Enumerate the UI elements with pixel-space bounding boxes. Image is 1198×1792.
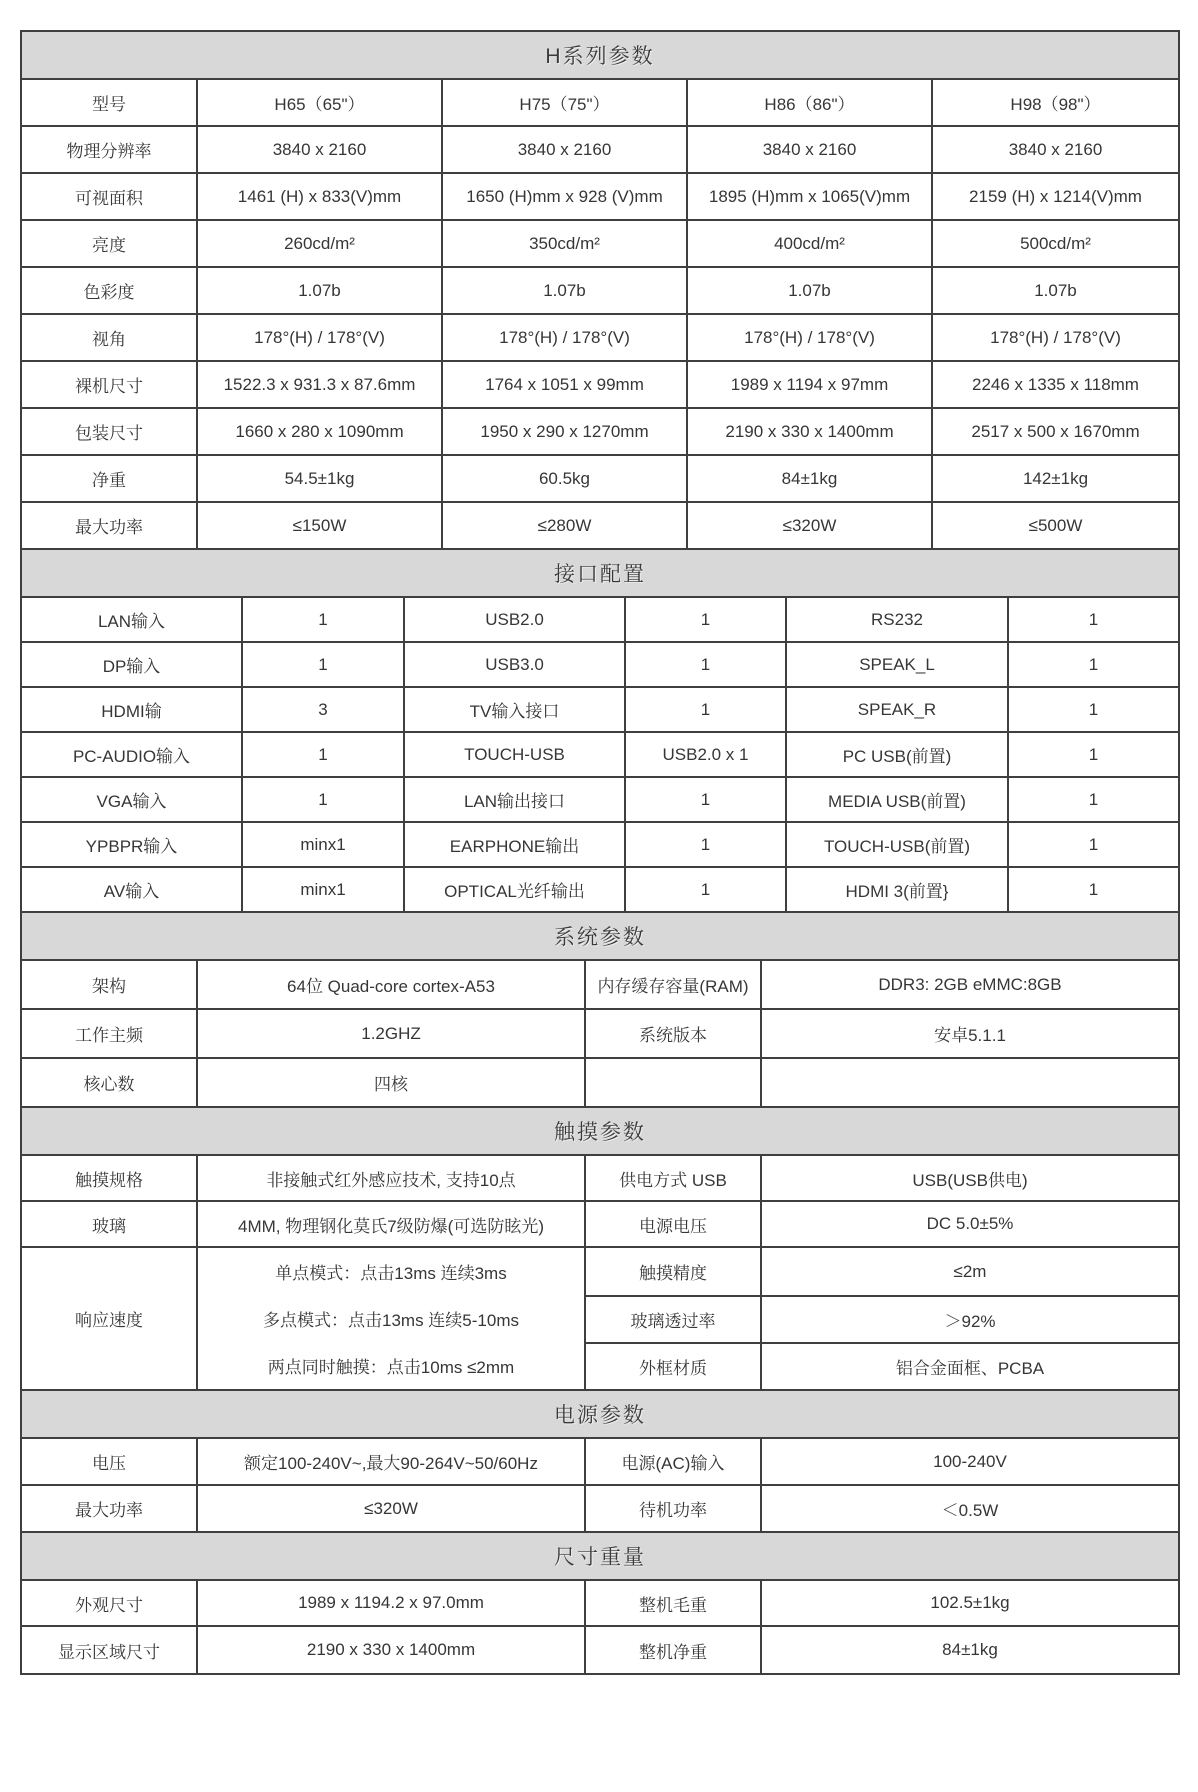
spec-value: 1 — [243, 733, 405, 776]
spec-label: 显示区域尺寸 — [22, 1627, 198, 1673]
spec-value: H75（75"） — [443, 80, 688, 125]
spec-label: RS232 — [787, 598, 1009, 641]
spec-value: 1660 x 280 x 1090mm — [198, 409, 443, 454]
spec-label: 触摸精度 — [586, 1248, 762, 1295]
spec-value: 1 — [626, 823, 787, 866]
section-h-series — [22, 32, 1178, 550]
spec-value: 3840 x 2160 — [443, 127, 688, 172]
spec-value: 2159 (H) x 1214(V)mm — [969, 186, 1142, 206]
table-row — [22, 1156, 1178, 1202]
spec-value: 单点模式：点击13ms 连续3ms — [275, 1264, 507, 1283]
spec-value: ≤320W — [198, 1486, 586, 1531]
spec-value — [762, 1059, 1178, 1106]
spec-label: 可视面积 — [22, 174, 198, 219]
spec-value: 1.07b — [688, 268, 933, 313]
spec-value: 1 — [626, 778, 787, 821]
table-row — [22, 643, 1178, 688]
spec-label: OPTICAL光纤输出 — [405, 868, 626, 911]
compound-row — [22, 1248, 1178, 1391]
spec-value: 350cd/m² — [443, 221, 688, 266]
spec-label: 物理分辨率 — [22, 127, 198, 172]
spec-label: HDMI 3(前置} — [787, 868, 1009, 911]
spec-value: H98（98"） — [1010, 95, 1101, 114]
spec-value: 1 — [1088, 699, 1099, 719]
spec-value: 3840 x 2160 — [1008, 139, 1103, 159]
table-row — [22, 598, 1178, 643]
spec-label: LAN输入 — [22, 598, 243, 641]
section-system — [22, 913, 1178, 1108]
table-row — [22, 778, 1178, 823]
spec-label: TV输入接口 — [405, 688, 626, 731]
table-row — [22, 1627, 1178, 1673]
spec-label: VGA输入 — [22, 778, 243, 821]
spec-value: USB(USB供电) — [912, 1170, 1028, 1190]
spec-label: 整机净重 — [586, 1627, 762, 1673]
spec-value: 1522.3 x 931.3 x 87.6mm — [198, 362, 443, 407]
spec-value: 1 — [1088, 654, 1099, 674]
spec-label: EARPHONE输出 — [405, 823, 626, 866]
table-row — [22, 868, 1178, 913]
table-row — [22, 1202, 1178, 1248]
spec-label: 内存缓存容量(RAM) — [586, 961, 762, 1008]
spec-label: 供电方式 USB — [586, 1156, 762, 1200]
spec-value: 3 — [243, 688, 405, 731]
section-title: 接口配置 — [22, 550, 1178, 598]
spec-value: DC 5.0±5% — [926, 1214, 1014, 1233]
spec-label: 外观尺寸 — [22, 1581, 198, 1625]
spec-value: 1989 x 1194 x 97mm — [688, 362, 933, 407]
spec-value: 1.07b — [443, 268, 688, 313]
table-row — [22, 127, 1178, 174]
spec-value: 多点模式：点击13ms 连续5-10ms — [263, 1311, 519, 1330]
table-row — [22, 733, 1178, 778]
spec-label: 净重 — [22, 456, 198, 501]
spec-label: TOUCH-USB(前置) — [787, 823, 1009, 866]
spec-value: 1950 x 290 x 1270mm — [443, 409, 688, 454]
spec-label: 待机功率 — [586, 1486, 762, 1531]
spec-value: 4MM, 物理钢化莫氏7级防爆(可选防眩光) — [198, 1202, 586, 1246]
spec-value: ≤150W — [198, 503, 443, 548]
spec-value: 1 — [626, 688, 787, 731]
spec-value: 1 — [1088, 834, 1099, 854]
spec-value: ≤500W — [1028, 515, 1083, 535]
spec-label: 核心数 — [22, 1059, 198, 1106]
spec-value: 1 — [626, 868, 787, 911]
spec-label: 最大功率 — [22, 503, 198, 548]
spec-value: ≤2m — [953, 1261, 987, 1281]
spec-label: SPEAK_R — [787, 688, 1009, 731]
spec-value: 178°(H) / 178°(V) — [990, 327, 1121, 347]
table-row — [22, 961, 1178, 1010]
spec-value: 1 — [243, 598, 405, 641]
spec-value: 1 — [243, 643, 405, 686]
table-row — [22, 174, 1178, 221]
table-row — [22, 823, 1178, 868]
spec-value: 1.07b — [198, 268, 443, 313]
spec-value: ≤280W — [443, 503, 688, 548]
spec-label: PC-AUDIO输入 — [22, 733, 243, 776]
spec-value: 2190 x 330 x 1400mm — [688, 409, 933, 454]
spec-label: 玻璃 — [22, 1202, 198, 1246]
spec-value: 1764 x 1051 x 99mm — [443, 362, 688, 407]
spec-label: 视角 — [22, 315, 198, 360]
spec-value: 四核 — [198, 1059, 586, 1106]
spec-value: 铝合金面框、PCBA — [762, 1342, 1178, 1389]
spec-label — [586, 1059, 762, 1106]
spec-value: 260cd/m² — [198, 221, 443, 266]
spec-value: 1 — [626, 643, 787, 686]
spec-label: 电压 — [22, 1439, 198, 1484]
section-dimensions — [22, 1533, 1178, 1673]
spec-value: 非接触式红外感应技术, 支持10点 — [198, 1156, 586, 1200]
section-touch — [22, 1108, 1178, 1391]
table-row — [22, 80, 1178, 127]
spec-label: 型号 — [22, 80, 198, 125]
spec-label: 整机毛重 — [586, 1581, 762, 1625]
spec-value: 额定100-240V~,最大90-264V~50/60Hz — [198, 1439, 586, 1484]
spec-label: AV输入 — [22, 868, 243, 911]
spec-value: 102.5±1kg — [930, 1593, 1010, 1612]
table-row — [22, 315, 1178, 362]
spec-value: 1 — [243, 778, 405, 821]
spec-value: 84±1kg — [688, 456, 933, 501]
spec-value: 两点同时触摸：点击10ms ≤2mm — [267, 1358, 515, 1377]
spec-value: 54.5±1kg — [198, 456, 443, 501]
spec-label: 色彩度 — [22, 268, 198, 313]
spec-value: 1.2GHZ — [198, 1010, 586, 1057]
spec-value: minx1 — [243, 823, 405, 866]
spec-value: 1 — [1088, 789, 1099, 809]
spec-value: ＜0.5W — [941, 1501, 999, 1520]
spec-label: MEDIA USB(前置) — [787, 778, 1009, 821]
spec-label: 外框材质 — [586, 1342, 762, 1389]
spec-label: HDMI输 — [22, 688, 243, 731]
spec-value: 1 — [1088, 879, 1099, 899]
spec-label: 裸机尺寸 — [22, 362, 198, 407]
spec-value: 1650 (H)mm x 928 (V)mm — [443, 174, 688, 219]
spec-value: minx1 — [243, 868, 405, 911]
section-title: 触摸参数 — [22, 1108, 1178, 1156]
spec-label: PC USB(前置) — [787, 733, 1009, 776]
spec-label: USB2.0 — [405, 598, 626, 641]
section-title: 系统参数 — [22, 913, 1178, 961]
spec-value: 3840 x 2160 — [688, 127, 933, 172]
table-row — [22, 1439, 1178, 1486]
spec-label: 响应速度 — [22, 1248, 198, 1389]
spec-label: 最大功率 — [22, 1486, 198, 1531]
section-title: H系列参数 — [22, 32, 1178, 80]
spec-value: 142±1kg — [1022, 468, 1089, 488]
spec-label: DP输入 — [22, 643, 243, 686]
spec-value: 1.07b — [1034, 280, 1077, 300]
spec-value: 64位 Quad-core cortex-A53 — [198, 961, 586, 1008]
table-row — [22, 1010, 1178, 1059]
spec-value: 1895 (H)mm x 1065(V)mm — [688, 174, 933, 219]
table-row — [22, 221, 1178, 268]
spec-value: 178°(H) / 178°(V) — [688, 315, 933, 360]
spec-value: USB2.0 x 1 — [626, 733, 787, 776]
spec-value: 1989 x 1194.2 x 97.0mm — [198, 1581, 586, 1625]
spec-label: 亮度 — [22, 221, 198, 266]
spec-label: 玻璃透过率 — [586, 1295, 762, 1342]
spec-value: 178°(H) / 178°(V) — [443, 315, 688, 360]
table-row — [22, 1486, 1178, 1533]
spec-value: 84±1kg — [942, 1640, 998, 1659]
spec-value: 400cd/m² — [688, 221, 933, 266]
spec-label: 包装尺寸 — [22, 409, 198, 454]
table-row — [22, 1059, 1178, 1108]
spec-value-multiline — [198, 1248, 586, 1389]
spec-value: 100-240V — [933, 1451, 1007, 1471]
spec-value: 安卓5.1.1 — [934, 1026, 1006, 1045]
table-row — [22, 1581, 1178, 1627]
spec-value: 3840 x 2160 — [198, 127, 443, 172]
spec-label: 系统版本 — [586, 1010, 762, 1057]
table-row — [22, 456, 1178, 503]
table-row — [22, 688, 1178, 733]
spec-value: 1 — [626, 598, 787, 641]
section-power — [22, 1391, 1178, 1533]
section-title: 尺寸重量 — [22, 1533, 1178, 1581]
spec-label: 电源电压 — [586, 1202, 762, 1246]
spec-label: YPBPR输入 — [22, 823, 243, 866]
spec-value: 2190 x 330 x 1400mm — [198, 1627, 586, 1673]
spec-value: 2246 x 1335 x 118mm — [972, 374, 1139, 394]
spec-label: USB3.0 — [405, 643, 626, 686]
spec-value: 500cd/m² — [1020, 233, 1091, 253]
section-title: 电源参数 — [22, 1391, 1178, 1439]
spec-value: 178°(H) / 178°(V) — [198, 315, 443, 360]
section-interface — [22, 550, 1178, 913]
spec-value: 1461 (H) x 833(V)mm — [198, 174, 443, 219]
spec-value: ＞92% — [762, 1295, 1178, 1342]
spec-label: SPEAK_L — [787, 643, 1009, 686]
spec-value: H65（65"） — [198, 80, 443, 125]
spec-label: 触摸规格 — [22, 1156, 198, 1200]
spec-value: ≤320W — [688, 503, 933, 548]
spec-value: 2517 x 500 x 1670mm — [971, 421, 1140, 441]
table-row — [22, 409, 1178, 456]
table-row — [22, 503, 1178, 550]
spec-value: 1 — [1088, 609, 1099, 629]
spec-label: 电源(AC)输入 — [586, 1439, 762, 1484]
spec-label: 架构 — [22, 961, 198, 1008]
spec-label: TOUCH-USB — [405, 733, 626, 776]
spec-label: 工作主频 — [22, 1010, 198, 1057]
spec-value: DDR3: 2GB eMMC:8GB — [878, 974, 1062, 994]
spec-label: LAN输出接口 — [405, 778, 626, 821]
spec-value: 60.5kg — [443, 456, 688, 501]
spec-table — [20, 30, 1180, 1675]
table-row — [22, 268, 1178, 315]
spec-value: H86（86"） — [688, 80, 933, 125]
spec-value: 1 — [1088, 744, 1099, 764]
table-row — [22, 362, 1178, 409]
